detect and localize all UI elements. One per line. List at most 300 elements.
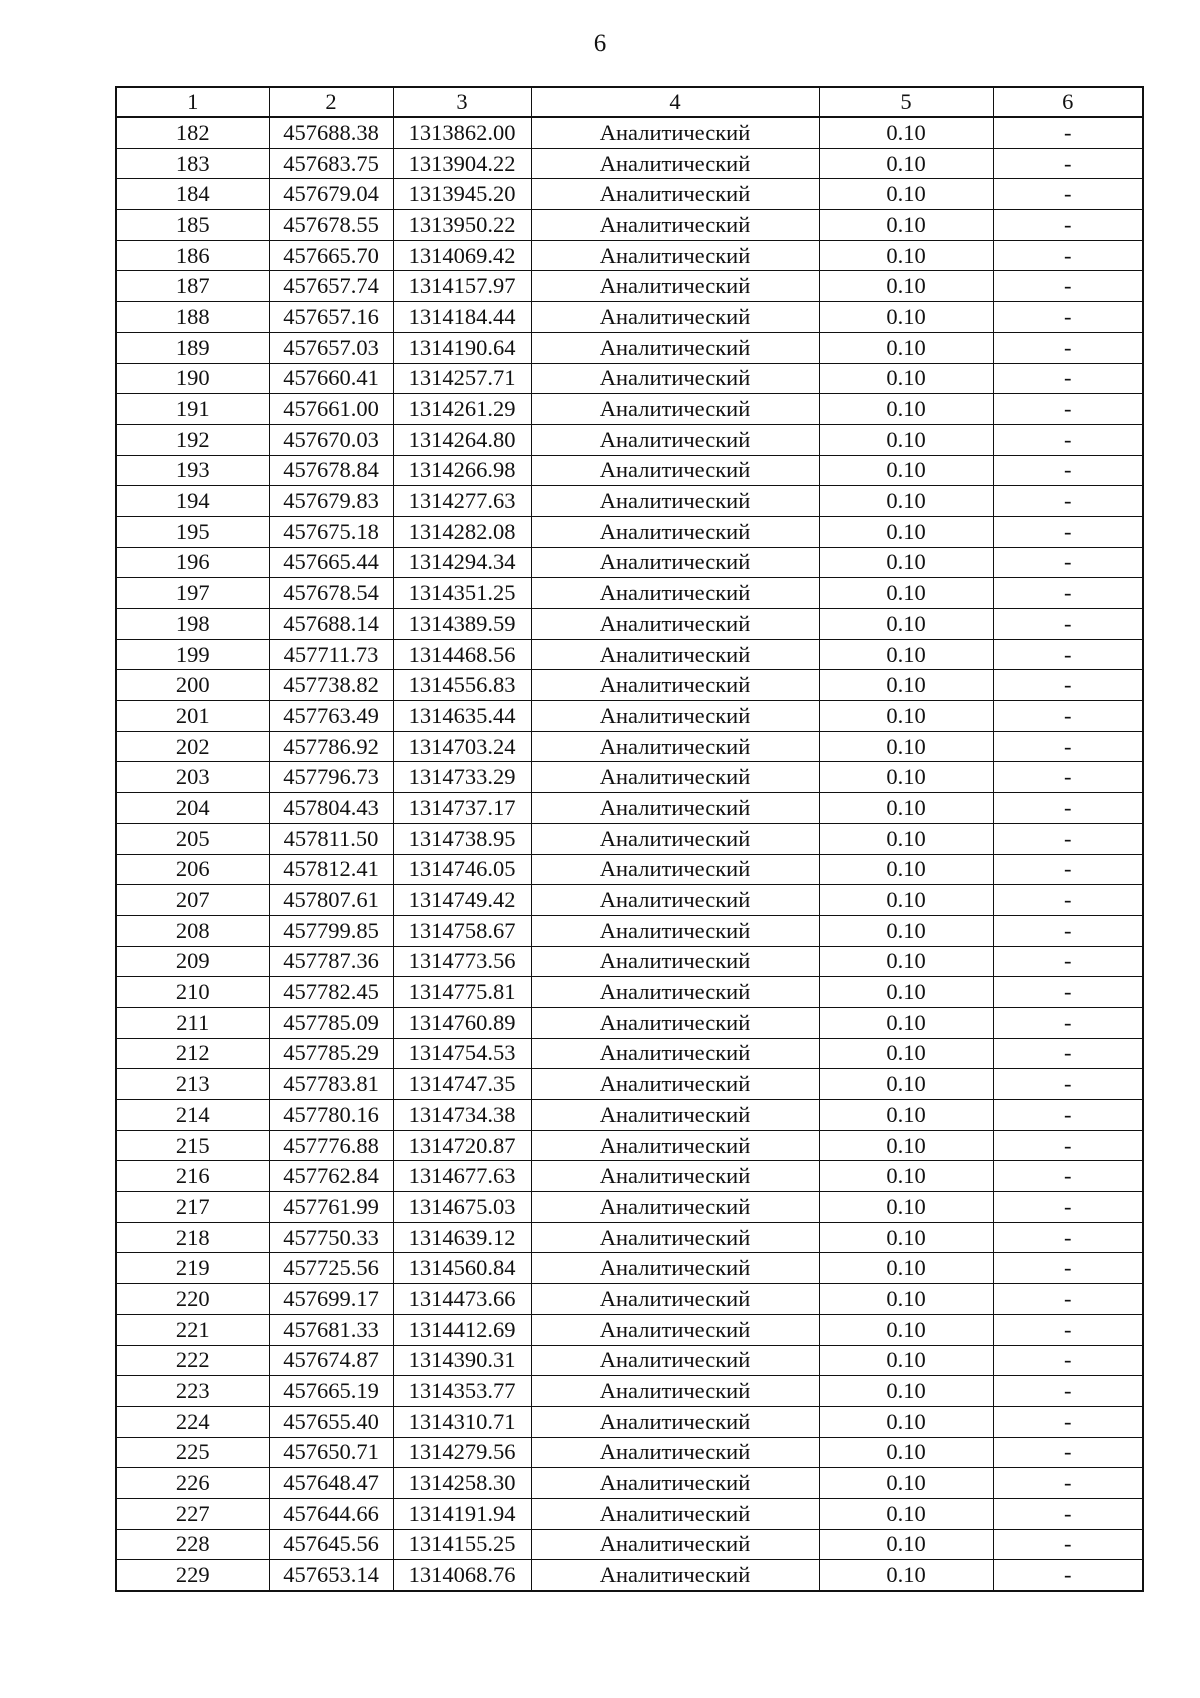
x-coordinate-cell: 457725.56 [269,1253,393,1284]
y-coordinate-cell: 1314760.89 [393,1007,531,1038]
point-number-cell: 188 [116,302,269,333]
method-cell: Аналитический [531,516,819,547]
y-coordinate-cell: 1314257.71 [393,363,531,394]
point-number-cell: 220 [116,1284,269,1315]
x-coordinate-cell: 457648.47 [269,1468,393,1499]
x-coordinate-cell: 457786.92 [269,731,393,762]
x-coordinate-cell: 457665.44 [269,547,393,578]
note-cell: - [993,1468,1143,1499]
table-row [116,946,1143,977]
accuracy-cell: 0.10 [819,885,993,916]
table-row [116,486,1143,517]
table-row [116,1314,1143,1345]
x-coordinate-cell: 457674.87 [269,1345,393,1376]
note-cell: - [993,1560,1143,1591]
accuracy-cell: 0.10 [819,394,993,425]
point-number-cell: 229 [116,1560,269,1591]
note-cell: - [993,1314,1143,1345]
accuracy-cell: 0.10 [819,1406,993,1437]
x-coordinate-cell: 457657.03 [269,332,393,363]
accuracy-cell: 0.10 [819,271,993,302]
y-coordinate-cell: 1313862.00 [393,117,531,148]
method-cell: Аналитический [531,885,819,916]
method-cell: Аналитический [531,1345,819,1376]
table-row [116,117,1143,148]
accuracy-cell: 0.10 [819,1192,993,1223]
note-cell: - [993,1007,1143,1038]
x-coordinate-cell: 457678.54 [269,578,393,609]
table-row [116,977,1143,1008]
accuracy-cell: 0.10 [819,762,993,793]
point-number-cell: 199 [116,639,269,670]
table-row [116,332,1143,363]
accuracy-cell: 0.10 [819,1100,993,1131]
y-coordinate-cell: 1314746.05 [393,854,531,885]
y-coordinate-cell: 1314560.84 [393,1253,531,1284]
accuracy-cell: 0.10 [819,363,993,394]
method-cell: Аналитический [531,1100,819,1131]
note-cell: - [993,1345,1143,1376]
method-cell: Аналитический [531,363,819,394]
table-row [116,1560,1143,1591]
point-number-cell: 215 [116,1130,269,1161]
method-cell: Аналитический [531,731,819,762]
x-coordinate-cell: 457679.04 [269,179,393,210]
accuracy-cell: 0.10 [819,1498,993,1529]
point-number-cell: 203 [116,762,269,793]
accuracy-cell: 0.10 [819,1437,993,1468]
table-row [116,1406,1143,1437]
x-coordinate-cell: 457644.66 [269,1498,393,1529]
method-cell: Аналитический [531,1560,819,1591]
x-coordinate-cell: 457780.16 [269,1100,393,1131]
table-row [116,793,1143,824]
method-cell: Аналитический [531,1222,819,1253]
method-cell: Аналитический [531,762,819,793]
point-number-cell: 211 [116,1007,269,1038]
point-number-cell: 212 [116,1038,269,1069]
accuracy-cell: 0.10 [819,1222,993,1253]
note-cell: - [993,639,1143,670]
table-row [116,854,1143,885]
point-number-cell: 225 [116,1437,269,1468]
note-cell: - [993,332,1143,363]
point-number-cell: 205 [116,823,269,854]
header-col-2: 2 [269,87,393,117]
table-row [116,578,1143,609]
method-cell: Аналитический [531,1253,819,1284]
accuracy-cell: 0.10 [819,793,993,824]
accuracy-cell: 0.10 [819,946,993,977]
table-row [116,1345,1143,1376]
accuracy-cell: 0.10 [819,547,993,578]
table-row [116,915,1143,946]
note-cell: - [993,731,1143,762]
x-coordinate-cell: 457670.03 [269,424,393,455]
x-coordinate-cell: 457807.61 [269,885,393,916]
x-coordinate-cell: 457812.41 [269,854,393,885]
table-row [116,731,1143,762]
table-row [116,394,1143,425]
note-cell: - [993,424,1143,455]
accuracy-cell: 0.10 [819,1069,993,1100]
accuracy-cell: 0.10 [819,1038,993,1069]
method-cell: Аналитический [531,823,819,854]
note-cell: - [993,1406,1143,1437]
method-cell: Аналитический [531,1069,819,1100]
note-cell: - [993,302,1143,333]
note-cell: - [993,854,1143,885]
method-cell: Аналитический [531,271,819,302]
x-coordinate-cell: 457762.84 [269,1161,393,1192]
table-row [116,1376,1143,1407]
method-cell: Аналитический [531,1529,819,1560]
table-row [116,179,1143,210]
point-number-cell: 190 [116,363,269,394]
coordinates-table [115,86,1144,1592]
method-cell: Аналитический [531,486,819,517]
point-number-cell: 192 [116,424,269,455]
note-cell: - [993,915,1143,946]
method-cell: Аналитический [531,1007,819,1038]
table-row [116,609,1143,640]
note-cell: - [993,1222,1143,1253]
y-coordinate-cell: 1313945.20 [393,179,531,210]
method-cell: Аналитический [531,179,819,210]
accuracy-cell: 0.10 [819,977,993,1008]
x-coordinate-cell: 457683.75 [269,148,393,179]
point-number-cell: 194 [116,486,269,517]
accuracy-cell: 0.10 [819,1253,993,1284]
method-cell: Аналитический [531,240,819,271]
method-cell: Аналитический [531,977,819,1008]
point-number-cell: 197 [116,578,269,609]
note-cell: - [993,885,1143,916]
x-coordinate-cell: 457645.56 [269,1529,393,1560]
table-row [116,1038,1143,1069]
table-row [116,302,1143,333]
point-number-cell: 214 [116,1100,269,1131]
point-number-cell: 217 [116,1192,269,1223]
point-number-cell: 206 [116,854,269,885]
x-coordinate-cell: 457661.00 [269,394,393,425]
note-cell: - [993,117,1143,148]
x-coordinate-cell: 457650.71 [269,1437,393,1468]
y-coordinate-cell: 1314353.77 [393,1376,531,1407]
accuracy-cell: 0.10 [819,1560,993,1591]
note-cell: - [993,1130,1143,1161]
y-coordinate-cell: 1314282.08 [393,516,531,547]
method-cell: Аналитический [531,793,819,824]
note-cell: - [993,148,1143,179]
note-cell: - [993,1253,1143,1284]
accuracy-cell: 0.10 [819,731,993,762]
method-cell: Аналитический [531,455,819,486]
method-cell: Аналитический [531,578,819,609]
header-col-3: 3 [393,87,531,117]
y-coordinate-cell: 1314734.38 [393,1100,531,1131]
accuracy-cell: 0.10 [819,1161,993,1192]
y-coordinate-cell: 1314773.56 [393,946,531,977]
x-coordinate-cell: 457657.16 [269,302,393,333]
accuracy-cell: 0.10 [819,240,993,271]
y-coordinate-cell: 1314310.71 [393,1406,531,1437]
page-number: 6 [593,30,607,57]
y-coordinate-cell: 1314677.63 [393,1161,531,1192]
x-coordinate-cell: 457787.36 [269,946,393,977]
x-coordinate-cell: 457785.09 [269,1007,393,1038]
x-coordinate-cell: 457688.14 [269,609,393,640]
note-cell: - [993,670,1143,701]
y-coordinate-cell: 1314720.87 [393,1130,531,1161]
method-cell: Аналитический [531,1130,819,1161]
method-cell: Аналитический [531,1437,819,1468]
accuracy-cell: 0.10 [819,670,993,701]
method-cell: Аналитический [531,1314,819,1345]
note-cell: - [993,1498,1143,1529]
point-number-cell: 204 [116,793,269,824]
y-coordinate-cell: 1314294.34 [393,547,531,578]
note-cell: - [993,977,1143,1008]
accuracy-cell: 0.10 [819,609,993,640]
point-number-cell: 228 [116,1529,269,1560]
point-number-cell: 218 [116,1222,269,1253]
x-coordinate-cell: 457678.55 [269,210,393,241]
point-number-cell: 182 [116,117,269,148]
accuracy-cell: 0.10 [819,302,993,333]
x-coordinate-cell: 457796.73 [269,762,393,793]
note-cell: - [993,946,1143,977]
note-cell: - [993,210,1143,241]
y-coordinate-cell: 1314261.29 [393,394,531,425]
note-cell: - [993,1376,1143,1407]
method-cell: Аналитический [531,701,819,732]
y-coordinate-cell: 1314675.03 [393,1192,531,1223]
header-col-5: 5 [819,87,993,117]
table-row [116,670,1143,701]
point-number-cell: 196 [116,547,269,578]
table-row [116,1069,1143,1100]
y-coordinate-cell: 1314749.42 [393,885,531,916]
table-row [116,1100,1143,1131]
x-coordinate-cell: 457679.83 [269,486,393,517]
x-coordinate-cell: 457657.74 [269,271,393,302]
method-cell: Аналитический [531,609,819,640]
table-row [116,1222,1143,1253]
point-number-cell: 185 [116,210,269,241]
y-coordinate-cell: 1314468.56 [393,639,531,670]
accuracy-cell: 0.10 [819,1130,993,1161]
y-coordinate-cell: 1314277.63 [393,486,531,517]
y-coordinate-cell: 1314556.83 [393,670,531,701]
method-cell: Аналитический [531,1161,819,1192]
y-coordinate-cell: 1314264.80 [393,424,531,455]
point-number-cell: 213 [116,1069,269,1100]
y-coordinate-cell: 1314754.53 [393,1038,531,1069]
x-coordinate-cell: 457776.88 [269,1130,393,1161]
y-coordinate-cell: 1314069.42 [393,240,531,271]
point-number-cell: 210 [116,977,269,1008]
note-cell: - [993,179,1143,210]
table-row [116,762,1143,793]
accuracy-cell: 0.10 [819,1345,993,1376]
accuracy-cell: 0.10 [819,1314,993,1345]
accuracy-cell: 0.10 [819,854,993,885]
point-number-cell: 227 [116,1498,269,1529]
table-row [116,1161,1143,1192]
method-cell: Аналитический [531,1406,819,1437]
y-coordinate-cell: 1314758.67 [393,915,531,946]
x-coordinate-cell: 457811.50 [269,823,393,854]
accuracy-cell: 0.10 [819,1468,993,1499]
table-row [116,210,1143,241]
point-number-cell: 187 [116,271,269,302]
header-col-1: 1 [116,87,269,117]
x-coordinate-cell: 457688.38 [269,117,393,148]
x-coordinate-cell: 457738.82 [269,670,393,701]
point-number-cell: 195 [116,516,269,547]
table-row [116,424,1143,455]
table-row [116,516,1143,547]
point-number-cell: 193 [116,455,269,486]
accuracy-cell: 0.10 [819,332,993,363]
y-coordinate-cell: 1314390.31 [393,1345,531,1376]
x-coordinate-cell: 457763.49 [269,701,393,732]
y-coordinate-cell: 1314473.66 [393,1284,531,1315]
y-coordinate-cell: 1314635.44 [393,701,531,732]
accuracy-cell: 0.10 [819,823,993,854]
note-cell: - [993,394,1143,425]
method-cell: Аналитический [531,148,819,179]
y-coordinate-cell: 1314068.76 [393,1560,531,1591]
method-cell: Аналитический [531,1376,819,1407]
table-row [116,1529,1143,1560]
method-cell: Аналитический [531,547,819,578]
note-cell: - [993,455,1143,486]
table-row [116,885,1143,916]
table-header-row [116,87,1143,117]
point-number-cell: 189 [116,332,269,363]
header-col-6: 6 [993,87,1143,117]
note-cell: - [993,240,1143,271]
note-cell: - [993,1192,1143,1223]
y-coordinate-cell: 1314639.12 [393,1222,531,1253]
method-cell: Аналитический [531,670,819,701]
table-row [116,823,1143,854]
table-row [116,701,1143,732]
x-coordinate-cell: 457785.29 [269,1038,393,1069]
method-cell: Аналитический [531,117,819,148]
y-coordinate-cell: 1314412.69 [393,1314,531,1345]
accuracy-cell: 0.10 [819,1284,993,1315]
x-coordinate-cell: 457655.40 [269,1406,393,1437]
method-cell: Аналитический [531,639,819,670]
x-coordinate-cell: 457750.33 [269,1222,393,1253]
point-number-cell: 198 [116,609,269,640]
accuracy-cell: 0.10 [819,516,993,547]
method-cell: Аналитический [531,394,819,425]
point-number-cell: 191 [116,394,269,425]
accuracy-cell: 0.10 [819,424,993,455]
method-cell: Аналитический [531,302,819,333]
note-cell: - [993,486,1143,517]
point-number-cell: 186 [116,240,269,271]
table-row [116,271,1143,302]
accuracy-cell: 0.10 [819,1529,993,1560]
y-coordinate-cell: 1314389.59 [393,609,531,640]
y-coordinate-cell: 1314351.25 [393,578,531,609]
x-coordinate-cell: 457783.81 [269,1069,393,1100]
note-cell: - [993,1437,1143,1468]
note-cell: - [993,1529,1143,1560]
accuracy-cell: 0.10 [819,486,993,517]
y-coordinate-cell: 1314775.81 [393,977,531,1008]
point-number-cell: 208 [116,915,269,946]
x-coordinate-cell: 457804.43 [269,793,393,824]
method-cell: Аналитический [531,1284,819,1315]
y-coordinate-cell: 1314157.97 [393,271,531,302]
note-cell: - [993,793,1143,824]
point-number-cell: 222 [116,1345,269,1376]
note-cell: - [993,609,1143,640]
table-row [116,240,1143,271]
x-coordinate-cell: 457678.84 [269,455,393,486]
table-row [116,1498,1143,1529]
y-coordinate-cell: 1314258.30 [393,1468,531,1499]
y-coordinate-cell: 1314190.64 [393,332,531,363]
x-coordinate-cell: 457699.17 [269,1284,393,1315]
note-cell: - [993,823,1143,854]
note-cell: - [993,701,1143,732]
note-cell: - [993,1161,1143,1192]
point-number-cell: 223 [116,1376,269,1407]
accuracy-cell: 0.10 [819,701,993,732]
table-row [116,1130,1143,1161]
y-coordinate-cell: 1313904.22 [393,148,531,179]
method-cell: Аналитический [531,946,819,977]
note-cell: - [993,363,1143,394]
table-row [116,148,1143,179]
point-number-cell: 209 [116,946,269,977]
note-cell: - [993,1284,1143,1315]
table-row [116,639,1143,670]
accuracy-cell: 0.10 [819,915,993,946]
point-number-cell: 219 [116,1253,269,1284]
y-coordinate-cell: 1314738.95 [393,823,531,854]
accuracy-cell: 0.10 [819,455,993,486]
accuracy-cell: 0.10 [819,117,993,148]
table-row [116,1192,1143,1223]
point-number-cell: 201 [116,701,269,732]
point-number-cell: 184 [116,179,269,210]
y-coordinate-cell: 1314266.98 [393,455,531,486]
x-coordinate-cell: 457761.99 [269,1192,393,1223]
note-cell: - [993,271,1143,302]
x-coordinate-cell: 457782.45 [269,977,393,1008]
point-number-cell: 221 [116,1314,269,1345]
point-number-cell: 202 [116,731,269,762]
x-coordinate-cell: 457665.19 [269,1376,393,1407]
point-number-cell: 224 [116,1406,269,1437]
table-row [116,1007,1143,1038]
note-cell: - [993,516,1143,547]
x-coordinate-cell: 457711.73 [269,639,393,670]
y-coordinate-cell: 1313950.22 [393,210,531,241]
table-row [116,1284,1143,1315]
y-coordinate-cell: 1314279.56 [393,1437,531,1468]
accuracy-cell: 0.10 [819,148,993,179]
x-coordinate-cell: 457660.41 [269,363,393,394]
